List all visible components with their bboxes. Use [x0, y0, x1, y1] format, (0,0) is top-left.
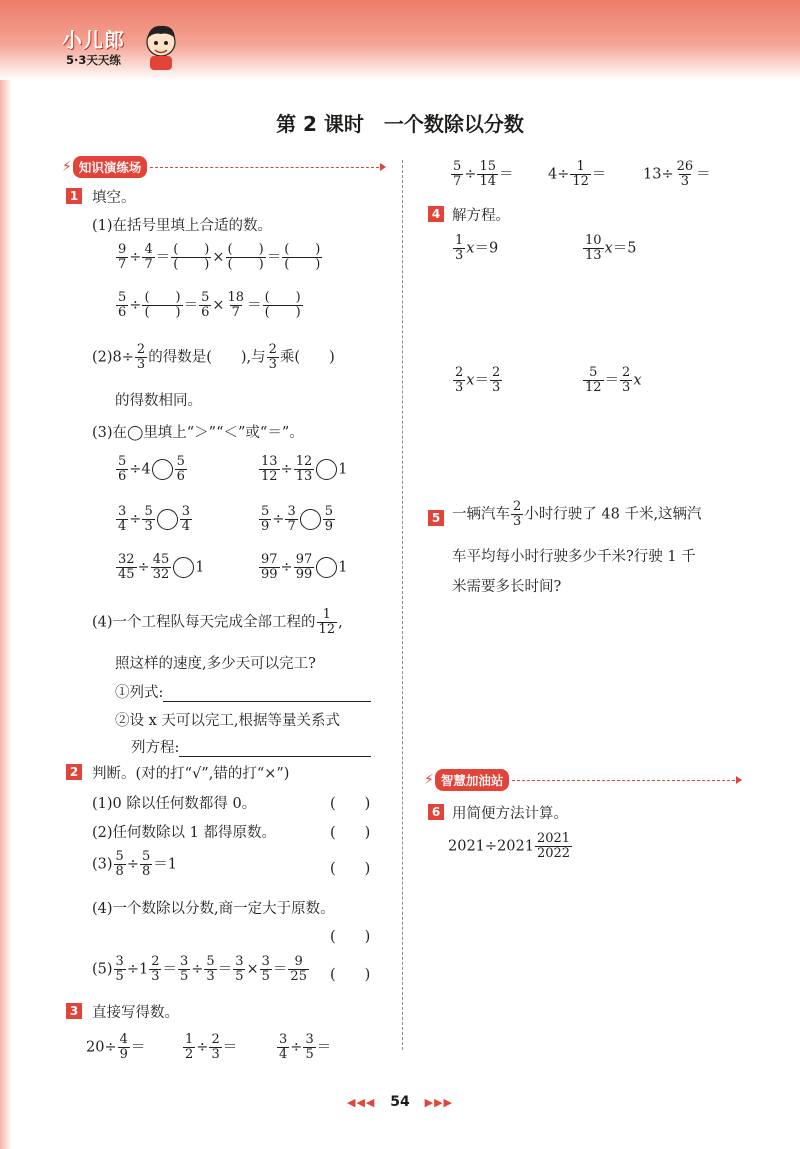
judge-item: (5) $\frac{3}{5}$ ÷1 $\frac{2}{3}$ ＝ $\frac{3}{5}$ ÷ $\frac{5}{3}$ ＝ $\frac{3}{5}$ × $\frac{3}{5}$ ＝ $\frac{9}{25}$: [92, 954, 307, 984]
equation: $\frac{5}{12}$ ＝ $\frac{2}{3}$ x: [585, 365, 642, 395]
fraction: $\frac{5}{6}$: [201, 290, 210, 320]
compare-item: $\frac{5}{6}$ ÷4 $\frac{5}{6}$: [118, 454, 185, 484]
calc-item: 4÷ $\frac{1}{12}$ ＝: [548, 159, 607, 189]
sub-question: (3)在◯里填上“＞”“＜”或“＝”。: [92, 425, 304, 441]
compare-circle[interactable]: [157, 509, 178, 530]
compare-item: $\frac{3}{4}$ ÷ $\frac{5}{3}$ $\frac{3}{4}$: [118, 504, 190, 534]
judge-paren[interactable]: ( ): [330, 825, 371, 841]
question-number: 3: [66, 1003, 82, 1019]
sub-question-cont: 的得数相同。: [115, 393, 202, 409]
calc-item: 20÷ $\frac{4}{9}$ ＝: [86, 1032, 146, 1062]
answer-line[interactable]: [163, 701, 371, 702]
compare-item: $\frac{13}{12}$ ÷ $\frac{12}{13}$ 1: [261, 454, 348, 484]
column-divider: [402, 160, 403, 1050]
left-arrows-icon: ◀◀◀: [346, 1096, 376, 1109]
fraction: $\frac{18}{7}$: [227, 290, 245, 320]
compare-circle[interactable]: [300, 509, 321, 530]
section-challenge-label: 智慧加油站: [435, 769, 510, 791]
calc-item: 2021÷2021 $\frac{2021}{2022}$: [448, 831, 571, 861]
answer-blank[interactable]: $\frac{( )}{( )}$: [227, 242, 264, 272]
question-label: 用简便方法计算。: [452, 806, 568, 822]
section-practice-label: 知识演练场: [73, 156, 148, 178]
answer-line-label: ①列式:: [115, 681, 371, 702]
judge-paren[interactable]: ( ): [330, 929, 371, 945]
fraction-row: $\frac{5}{6}$ ÷ $\frac{( )}{( )}$ ＝ $\frac{5}{6}$ × $\frac{18}{7}$ ＝ $\frac{( )}{( )}$: [118, 290, 301, 320]
compare-circle[interactable]: [152, 459, 173, 480]
judge-item: (3) $\frac{5}{8}$ ÷ $\frac{5}{8}$ ＝1: [92, 849, 177, 879]
calc-item: 13÷ $\frac{26}{3}$ ＝: [643, 159, 711, 189]
fraction: $\frac{2}{3}$: [136, 342, 146, 372]
sub-question: (2)8÷ $\frac{2}{3}$ 的得数是( ),与 $\frac{2}{3}$ 乘( ): [92, 342, 335, 372]
compare-circle[interactable]: [173, 557, 194, 578]
judge-item: (4)一个数除以分数,商一定大于原数。: [92, 901, 335, 917]
answer-blank[interactable]: $\frac{( )}{( )}$: [144, 290, 181, 320]
sub-question: (4)一个工程队每天完成全部工程的 $\frac{1}{12}$ ,: [92, 607, 343, 637]
sub-question-cont: ②设 x 天可以完工,根据等量关系式: [115, 713, 341, 729]
section-practice-bar: [62, 157, 384, 177]
question-label: 判断。(对的打“√”,错的打“×”): [92, 766, 290, 782]
calc-item: $\frac{5}{7}$ ÷ $\frac{15}{14}$ ＝: [453, 159, 514, 189]
fraction: $\frac{2}{3}$: [268, 342, 277, 372]
question-number: 6: [428, 804, 444, 820]
section-divider: [512, 780, 740, 781]
compare-item: $\frac{32}{45}$ ÷ $\frac{45}{32}$ 1: [118, 552, 205, 582]
brand-logo: 小儿郎: [62, 28, 125, 52]
compare-item: $\frac{97}{99}$ ÷ $\frac{97}{99}$ 1: [261, 552, 348, 582]
sub-question: (1)在括号里填上合适的数。: [92, 218, 273, 234]
fraction: $\frac{5}{6}$: [118, 290, 127, 320]
compare-item: $\frac{5}{9}$ ÷ $\frac{3}{7}$ $\frac{5}{9}$: [261, 504, 333, 534]
question-number: 1: [66, 188, 82, 204]
page-title: 第 2 课时 一个数除以分数: [276, 112, 524, 136]
question-number: 4: [428, 206, 444, 222]
word-problem: 一辆汽车 $\frac{2}{3}$ 小时行驶了 48 千米,这辆汽: [452, 499, 702, 529]
right-arrows-icon: ▶▶▶: [424, 1096, 453, 1109]
question-number: 5: [428, 510, 444, 526]
flash-icon: ⚡: [424, 772, 434, 788]
calc-item: $\frac{3}{4}$ ÷ $\frac{3}{5}$ ＝: [279, 1032, 332, 1062]
answer-blank[interactable]: $\frac{( )}{( )}$: [264, 290, 301, 320]
flash-icon: ⚡: [62, 159, 72, 175]
word-problem: 车平均每小时行驶多少千米?行驶 1 千: [452, 549, 696, 565]
compare-circle[interactable]: [316, 459, 337, 480]
section-divider: [150, 167, 384, 168]
mascot-icon: [140, 22, 182, 72]
fraction: $\frac{9}{7}$: [118, 242, 127, 272]
word-problem: 米需要多长时间?: [452, 579, 562, 595]
answer-blank[interactable]: $\frac{( )}{( )}$: [284, 242, 321, 272]
page-footer: [0, 1094, 800, 1110]
equation: $\frac{1}{3}$ x＝9: [455, 233, 499, 263]
question-label: 解方程。: [452, 208, 510, 224]
section-challenge-bar: [424, 770, 740, 790]
question-label: 直接写得数。: [92, 1005, 179, 1021]
question-number: 2: [66, 764, 82, 780]
brand-subtitle: 5·3天天练: [66, 53, 121, 67]
answer-line[interactable]: [179, 756, 371, 757]
judge-item: (2)任何数除以 1 都得原数。: [92, 825, 276, 841]
judge-item: (1)0 除以任何数都得 0。: [92, 796, 257, 812]
judge-paren[interactable]: ( ): [330, 796, 371, 812]
judge-paren[interactable]: ( ): [330, 861, 371, 877]
equation: $\frac{10}{13}$ x＝5: [585, 233, 637, 263]
sub-question-cont: 照这样的速度,多少天可以完工?: [115, 656, 316, 672]
page-number: 54: [390, 1094, 410, 1110]
answer-blank[interactable]: $\frac{( )}{( )}$: [173, 242, 210, 272]
judge-paren[interactable]: ( ): [330, 967, 371, 983]
answer-line-label: 列方程:: [131, 736, 371, 757]
compare-circle[interactable]: [316, 557, 337, 578]
equation: $\frac{2}{3}$ x＝ $\frac{2}{3}$: [455, 365, 501, 395]
fraction: $\frac{4}{7}$: [144, 242, 153, 272]
fraction-row: $\frac{9}{7}$ ÷ $\frac{4}{7}$ ＝ $\frac{( )}{( )}$ × $\frac{( )}{( )}$ ＝ $\frac{( )}{( )}$: [118, 242, 321, 272]
question-label: 填空。: [92, 190, 136, 206]
page-edge: [0, 0, 12, 1149]
calc-item: $\frac{1}{2}$ ÷ $\frac{2}{3}$ ＝: [185, 1032, 238, 1062]
